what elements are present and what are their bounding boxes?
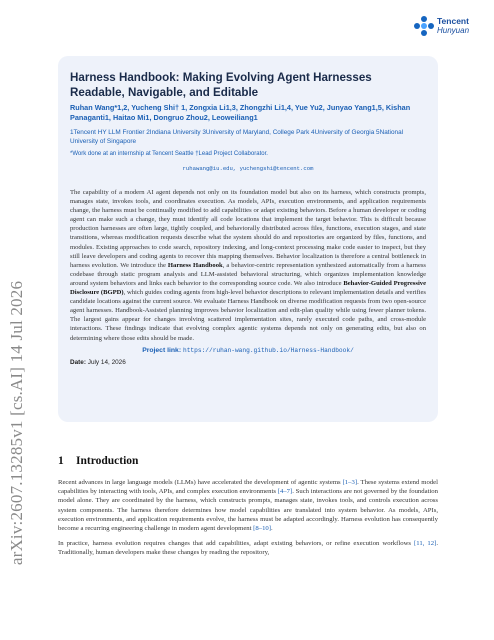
abstract xyxy=(70,188,426,343)
intro-paragraph-2 xyxy=(58,539,438,557)
authors-line2: Panaganti1, Haitao Mi1, Dongruo Zhou2, Leoweiliang1 xyxy=(70,113,258,122)
introduction-body xyxy=(58,478,438,564)
section-number: 1 xyxy=(58,455,64,467)
logo-line1: Tencent xyxy=(437,16,469,26)
tencent-hunyuan-logo xyxy=(414,13,486,39)
date-label: Date: xyxy=(70,358,86,366)
logo-line2: Hunyuan xyxy=(437,26,470,35)
affiliation-note: *Work done at an internship at Tencent Seattle †Lead Project Collaborator. xyxy=(70,151,268,157)
title-abstract-card xyxy=(58,56,438,422)
arxiv-stamp: arXiv:2607.13285v1 [cs.AI] 14 Jul 2026 xyxy=(7,280,27,565)
intro-p1-text-a: Recent advances in large language models (LLMs) have accelerated the development of agentic systems xyxy=(58,479,343,486)
citation-link[interactable]: [4–7] xyxy=(277,488,293,496)
affiliations: 1Tencent HY LLM Frontier 2Indiana University 3University of Maryland, College Park 4University of Georgia 5National University of Singapore xyxy=(70,129,404,145)
section-title: Introduction xyxy=(76,455,139,467)
contact-emails[interactable]: ruhawang@iu.edu, yuchengshi@tencent.com xyxy=(182,165,314,172)
intro-p1-text-b: . These systems extend model capabilities by interacting with tools, APIs, and complex execution environments xyxy=(58,479,438,496)
section-heading-introduction xyxy=(58,455,438,467)
project-label: Project link: xyxy=(142,346,182,354)
abstract-bold-bgpd: Behavior-Guided Progressive Disclosure (BGPD) xyxy=(70,279,426,297)
project-link-line xyxy=(70,347,426,354)
abstract-bold-harness-handbook: Harness Handbook xyxy=(167,261,223,269)
citation-link[interactable]: [1–3] xyxy=(342,479,358,486)
abstract-text-3: , which guides coding agents from high-level behavior descriptions to relevant implementation details and verifies candidate locations against the current source. We evaluate Harness Handbook on diverse modification requests from two open-source agent harnesses. Handbook-Assisted planning improves behavior localization and edit-plan quality while using fewer planner tokens. The largest gains appear for changes involving scattered implementation sites, rarely executed code paths, and cross-module interactions. These findings indicate that evolving complex agentic systems depends not only on generating edits, but also on determining where those edits should be made. xyxy=(70,289,426,342)
date-line xyxy=(70,359,426,366)
intro-p2-text-b: . Traditionally, human developers make these changes by reading the repository, xyxy=(58,540,438,557)
paper-title: Harness Handbook: Making Evolving Agent Harnesses Readable, Navigable, and Editable xyxy=(70,71,372,99)
intro-p1-text-d: . xyxy=(271,525,273,533)
intro-p1-text-c: . Such interactions are not governed by the foundation model alone. They are coordinated by the harness, which constructs prompts, manages state, invokes tools, and controls execution across system components. The harness therefore determines how model capabilities are translated into system behavior. As models, APIs, execution environments, and application requirements evolve, the harness must be adapted accordingly. Harness evolution has consequently become a recurring engineering challenge in modern agent development xyxy=(58,488,438,533)
citation-link[interactable]: [11, 12] xyxy=(414,540,437,548)
authors xyxy=(70,103,426,123)
date-value: July 14, 2026 xyxy=(87,358,126,366)
abstract-text-2: , a behavior-centric representation synthesized automatically from a harness codebase through static program analysis and LLM-assisted behavioral structuring, which organizes implementation knowledge around system behaviors and links each behavior to the corresponding source code. We also introduce xyxy=(70,261,426,287)
intro-p2-text-a: In practice, harness evolution requires changes that add capabilities, adapt existing behaviors, or refine execution workflows xyxy=(58,540,415,548)
citation-link[interactable]: [8–10] xyxy=(253,525,271,533)
authors-line1: Ruhan Wang*1,2, Yucheng Shi† 1, Zongxia Li1,3, Zhongzhi Li1,4, Yue Yu2, Junyao Yang1,5, Kishan xyxy=(70,103,411,112)
logo-mark-icon xyxy=(414,16,434,36)
project-url-link[interactable]: https://ruhan-wang.github.io/Harness-Handbook/ xyxy=(182,346,354,354)
abstract-text-1: The capability of a modern AI agent depends not only on its foundation model but also on its harness, which constructs prompts, manages state, invokes tools, and coordinates execution. As models, APIs, execution environments, and application requirements change, the harness must be continually modified to add capabilities or adapt existing behaviors. Before a human developer or coding agent can make such a change, they must identify all code locations that implement the target behavior. This is difficult because production harnesses are often large, tightly coupled, and behaviorally distributed across files, functions, execution stages, and state transitions, whereas modification requests describe what the system should do and repositories are organized by files, functions, and modules. Existing approaches to code search, repository indexing, and long-context processing make code easier to inspect, but they still leave developers and coding agents to recover this mapping themselves. Behavior localization is therefore a central bottleneck in harness evolution. We introduce the xyxy=(70,189,426,269)
intro-paragraph-1 xyxy=(58,478,438,533)
